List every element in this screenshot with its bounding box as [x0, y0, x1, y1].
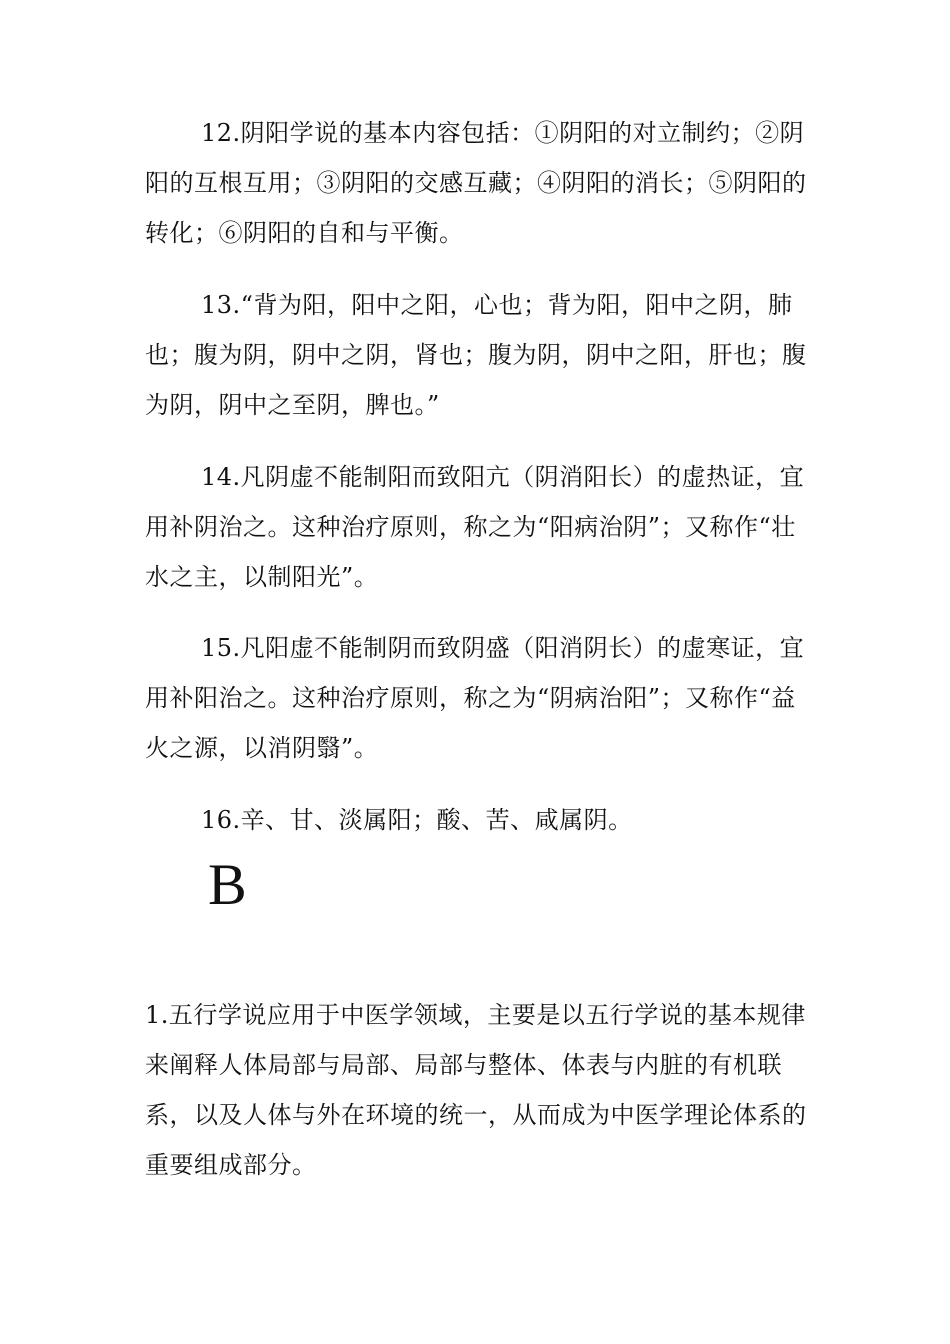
paragraph-item-16 [145, 795, 813, 845]
item-number: 13. [201, 291, 241, 319]
paragraph-item-13 [145, 280, 813, 430]
item-text: 凡阳虚不能制阴而致阴盛（阳消阴长）的虚寒证，宜用补阳治之。这种治疗原则，称之为“阴病治阳”；又称作“益火之源，以消阴翳”。 [145, 634, 805, 762]
item-text: “背为阳，阳中之阳，心也；背为阳，阳中之阴，肺也；腹为阴，阴中之阴，肾也；腹为阴，阴中之阳，肝也；腹为阴，阴中之至阴，脾也。” [145, 291, 807, 419]
section-heading: B [208, 852, 247, 917]
item-text: 五行学说应用于中医学领域，主要是以五行学说的基本规律来阐释人体局部与局部、局部与整体、体表与内脏的有机联系，以及人体与外在环境的统一，从而成为中医学理论体系的重要组成部分。 [145, 1001, 807, 1179]
item-number: 15. [201, 634, 241, 662]
item-text: 辛、甘、淡属阳；酸、苦、咸属阴。 [240, 806, 633, 834]
paragraph-item-15 [145, 623, 813, 773]
item-number: 12. [201, 119, 241, 147]
item-text: 阴阳学说的基本内容包括：①阴阳的对立制约；②阴阳的互根互用；③阴阳的交感互藏；④阴阳的消长；⑤阴阳的转化；⑥阴阳的自和与平衡。 [145, 119, 807, 247]
item-number: 16. [201, 806, 241, 834]
paragraph-item-14 [145, 452, 813, 602]
item-number: 14. [201, 463, 241, 491]
paragraph-b-item-1 [145, 990, 813, 1190]
paragraph-item-12 [145, 108, 813, 258]
item-number: 1. [145, 1001, 169, 1029]
item-text: 凡阴虚不能制阳而致阳亢（阴消阳长）的虚热证，宜用补阴治之。这种治疗原则，称之为“阳病治阴”；又称作“壮水之主，以制阳光”。 [145, 463, 805, 591]
